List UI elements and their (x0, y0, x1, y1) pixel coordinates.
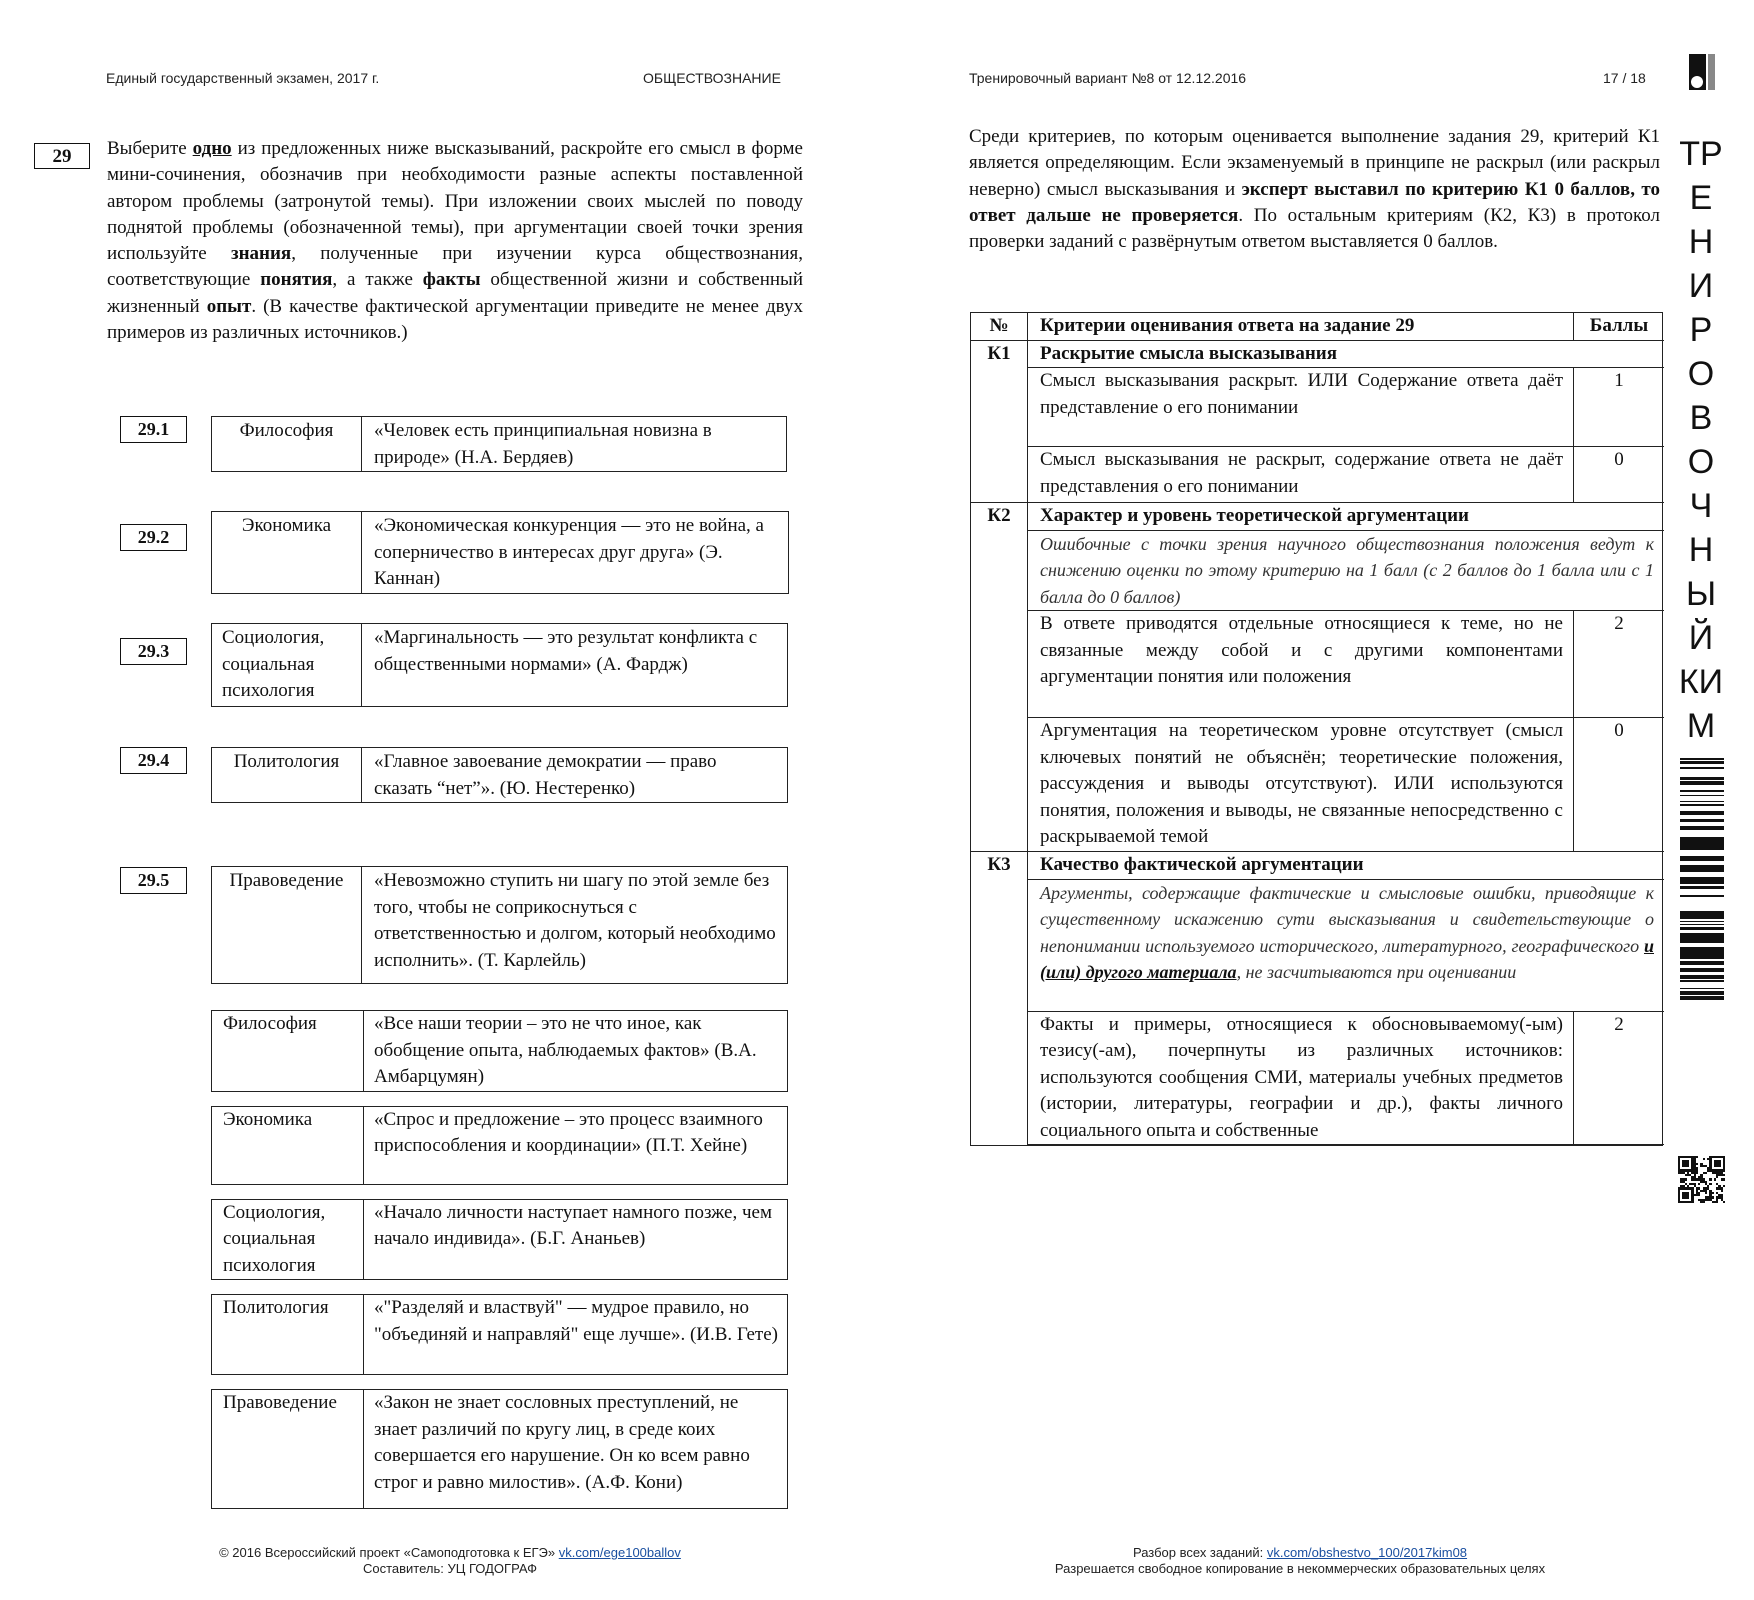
overlay-field: Правоведение (212, 1390, 364, 1508)
criterion-code: К1 (971, 341, 1028, 369)
item-quote: «Экономическая конкуренция — это не война, а соперничество в интересах друг друга» (Э. Каннан) (374, 515, 764, 589)
overlay-item-row (211, 1294, 788, 1375)
item-row (211, 623, 788, 707)
criterion-title: Характер и уровень теоретической аргументации (1028, 503, 1664, 531)
criterion-desc: Факты и примеры, относящиеся к обосновываемому(-ым) тезису(-ам), почерпнуты из различных источников: используются сообщения СМИ, материалы учебных предметов (истории, литературы, географии и др.), факты личного социального опыта и собственные (1028, 1012, 1574, 1146)
stamp-letter: О (1687, 355, 1715, 393)
stamp-letter: Е (1689, 179, 1713, 217)
criterion-score: 1 (1574, 368, 1664, 447)
task-number: 29 (34, 143, 90, 169)
instr-text: общественной жизни и собственный жизненный (107, 269, 803, 317)
criterion-code: К3 (971, 852, 1028, 880)
criterion-code: К2 (971, 503, 1028, 531)
overlay-field: Философия (212, 1011, 364, 1091)
criterion-title: Раскрытие смысла высказывания (1028, 341, 1664, 369)
stamp-letter: КИ (1678, 663, 1724, 701)
item-number: 29.3 (120, 638, 187, 665)
overlay-item-row (211, 1389, 788, 1509)
instr-emph: знания (230, 243, 292, 265)
col-header-num: № (971, 313, 1028, 341)
empty-cell (971, 447, 1028, 503)
col-header-title: Критерии оценивания ответа на задание 29 (1028, 313, 1574, 341)
footer-right (1010, 1545, 1590, 1577)
criterion-desc: Аргументация на теоретическом уровне отсутствует (смысл ключевых понятий не объяснён; теоретические положения, рассуждения и выводы отсутствуют). ИЛИ используются понятия, положения и выводы, не связанные непосредственно с раскрываемой темой (1028, 718, 1574, 852)
stamp-letter: Ы (1685, 575, 1717, 613)
instr-emph: понятия (260, 269, 333, 291)
overlay-field: Социология, социальная психология (212, 1200, 364, 1280)
qr-module (1723, 1201, 1725, 1203)
page-number: 17 / 18 (1603, 70, 1646, 86)
logo-icon (1689, 54, 1715, 90)
criterion-note: Ошибочные с точки зрения научного обществознания положения ведут к снижению оценки по этому критерию на 1 балл (с 2 баллов до 1 балла или с 1 балла до 0 баллов) (1028, 531, 1664, 612)
instr-text: Выберите (107, 138, 193, 159)
criterion-note (1028, 880, 1664, 1012)
footer-author: Составитель: УЦ ГОДОГРАФ (362, 1561, 537, 1576)
criterion-desc: Смысл высказывания не раскрыт, содержание ответа не даёт представления о его понимании (1028, 447, 1574, 503)
item-quote: «Невозможно ступить ни шагу по этой земле без того, чтобы не соприкоснуться с ответственностью и долгом, который необходимо исполнить». (Т. Карлейль) (374, 870, 776, 971)
criterion-title: Качество фактической аргументации (1028, 852, 1664, 880)
instr-text: , а также (332, 269, 423, 291)
overlay-quote: «Все наши теории – это не что иное, как обобщение опыта, наблюдаемых фактов» (В.А. Амбарцумян) (374, 1013, 757, 1087)
instr-emph: одно (192, 138, 232, 159)
footer-link-analysis[interactable]: vk.com/obshestvo_100/2017kim08 (1266, 1545, 1468, 1560)
empty-cell (971, 531, 1028, 612)
intro-text: Среди критериев, по которым оценивается выполнение задания 29, критерий К1 является определяющим. Если экзаменуемый в принципе не раскрыл (или раскрыл неверно) смысл высказывания и (969, 126, 1660, 200)
barcode-bar (1680, 1007, 1724, 1009)
stamp-letter: Й (1688, 619, 1714, 657)
item-field: Политология (212, 748, 362, 802)
empty-cell (971, 1012, 1028, 1146)
criteria-table (970, 312, 1663, 1146)
criterion-score: 2 (1574, 1012, 1664, 1146)
overlay-quote: «Закон не знает сословных преступлений, не знает различий по кругу лиц, в среде коих совершается его нарушение. Он ко всем равно строг и равно милостив». (А.Ф. Кони) (374, 1392, 750, 1493)
overlay-quote: «Начало личности наступает намного позже, чем начало индивида». (Б.Г. Ананьев) (374, 1201, 772, 1249)
stamp-letter: О (1687, 443, 1715, 481)
overlay-items (211, 1010, 788, 1509)
item-number: 29.1 (120, 416, 187, 443)
overlay-field: Политология (212, 1295, 364, 1374)
instr-text: , полученные при изучении курса обществознания, соответствующие (107, 243, 803, 291)
empty-cell (971, 611, 1028, 718)
instr-text: . (В качестве фактической аргументации приведите не менее двух примеров из различных источников.) (107, 295, 804, 344)
footer-license: Разрешается свободное копирование в некоммерческих образовательных целях (1054, 1561, 1546, 1576)
side-stamp (1676, 132, 1726, 748)
note-text: , не засчитываются при оценивании (1236, 962, 1517, 982)
stamp-letter: М (1686, 707, 1716, 745)
footer-left (160, 1545, 740, 1577)
empty-cell (971, 368, 1028, 447)
note-emph: и (или) другого материала (1040, 935, 1654, 982)
item-quote: «Главное завоевание демократии — право сказать “нет”». (Ю. Нестеренко) (374, 751, 717, 799)
qr-code-icon (1678, 1156, 1725, 1203)
item-field: Философия (212, 417, 362, 471)
intro-text: . По остальным критериям (К2, К3) в протокол проверки заданий с развёрнутым ответом выставляется 0 баллов. (969, 204, 1660, 253)
item-row (211, 511, 789, 594)
item-field: Правоведение (212, 867, 362, 983)
criterion-score: 0 (1574, 447, 1664, 503)
criterion-score: 2 (1574, 611, 1664, 718)
item-field: Социология, социальная психология (212, 624, 362, 706)
instr-emph: факты (422, 269, 481, 291)
item-row (211, 416, 787, 472)
instr-emph: опыт (206, 295, 252, 317)
stamp-letter: В (1689, 399, 1713, 437)
footer-copyright: © 2016 Всероссийский проект «Самоподготовка к ЕГЭ» (219, 1545, 559, 1560)
item-quote: «Человек есть принципиальная новизна в природе» (Н.А. Бердяев) (374, 420, 712, 468)
criterion-score: 0 (1574, 718, 1664, 852)
item-quote: «Маргинальность — это результат конфликта с общественными нормами» (А. Фардж) (374, 627, 758, 675)
empty-cell (971, 718, 1028, 852)
criterion-desc: Смысл высказывания раскрыт. ИЛИ Содержание ответа даёт представление о его понимании (1028, 368, 1574, 447)
note-text: Аргументы, содержащие фактические и смысловые ошибки, приводящие к существенному искажению сути высказывания и свидетельствующие о непонимании используемого исторического, литературного, географического (1040, 882, 1654, 956)
item-number: 29.4 (120, 747, 187, 774)
intro-emph: эксперт выставил по критерию К1 0 баллов, то ответ дальше не проверяется (969, 178, 1660, 226)
empty-cell (971, 880, 1028, 1012)
item-number: 29.5 (120, 867, 187, 894)
overlay-quote: «"Разделяй и властвуй" — мудрое правило, но "объединяй и направляй" еще лучше». (И.В. Гете) (374, 1297, 778, 1345)
subject-title: ОБЩЕСТВОЗНАНИЕ (643, 70, 781, 86)
footer-analysis-label: Разбор всех заданий: (1132, 1545, 1267, 1560)
item-row (211, 866, 788, 984)
footer-link-project[interactable]: vk.com/ege100ballov (558, 1545, 681, 1560)
overlay-item-row (211, 1199, 788, 1281)
stamp-letter: Ч (1689, 487, 1713, 525)
exam-title: Единый государственный экзамен, 2017 г. (106, 70, 380, 86)
item-number: 29.2 (120, 524, 187, 551)
overlay-item-row (211, 1106, 788, 1185)
overlay-field: Экономика (212, 1107, 364, 1184)
overlay-item-row (211, 1010, 788, 1092)
col-header-score: Баллы (1574, 313, 1664, 341)
criteria-intro (969, 124, 1660, 255)
instr-text: из предложенных ниже высказываний, раскройте его смысл в форме мини-сочинения, обозначив при необходимости разные аспекты поставленной автором проблемы (затронутой темы). При изложении своих мыслей по поводу поднятой проблемы (обозначенной темы), при аргументации своей точки зрения используйте (107, 138, 803, 265)
stamp-letter: Н (1688, 223, 1714, 261)
item-field: Экономика (212, 512, 362, 593)
stamp-letter: Н (1688, 531, 1714, 569)
stamp-letter: И (1688, 267, 1714, 305)
stamp-letter: ТР (1679, 135, 1723, 173)
variant-title: Тренировочный вариант №8 от 12.12.2016 (969, 70, 1247, 86)
stamp-letter: Р (1689, 311, 1713, 349)
item-row (211, 747, 788, 803)
overlay-quote: «Спрос и предложение – это процесс взаимного приспособления и координации» (П.Т. Хейне) (374, 1108, 763, 1156)
task-instructions (107, 136, 803, 346)
barcode-icon (1680, 758, 1724, 1108)
criterion-desc: В ответе приводятся отдельные относящиеся к теме, но не связанные между собой и с другими компонентами аргументации понятия или положения (1028, 611, 1574, 718)
